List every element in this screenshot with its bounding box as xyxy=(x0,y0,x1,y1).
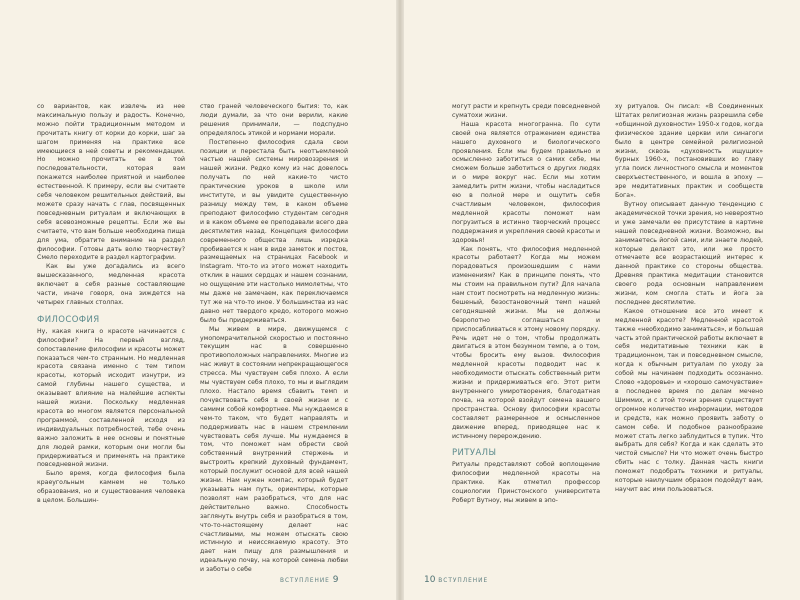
paragraph: Наша красота многогранна. По сути своей она является отражением единства нашего духовного и биологического проявления. Если мы будем правильно и осмысленно заботиться о самих себе, мы сможем больше заботиться о других людях и о мире вокруг нас. Если мы хотим замедлить ритм жизни, чтобы насладиться ею в полной мере и ощутить себя счастливым человеком, философия медленной красоты поможет нам погрузиться в истинно творческий процесс поддержания и укрепления своей красоты и здоровья! xyxy=(452,120,600,244)
left-page-column-2 xyxy=(200,103,348,575)
page-number: 9 xyxy=(332,575,339,585)
paragraph: ху ритуалов. Он писал: «В Соединенных Штатах религиозная жизнь разрешила себе «общинной духовности» 1950-х годов, когда физическое здание церкви или синагоги было в центре семейной религиозной жизни, сквозь «духовность ищущих» бурных 1960-х, постановивших во главу угла поиск личностного смысла и моментов сверхъестественного, и вошла в эпоху — эре медитативных практик и сообществ Бога». xyxy=(615,103,763,200)
paragraph: могут расти и крепнуть среди повседневной суматохи жизни. xyxy=(452,103,600,119)
right-page xyxy=(404,0,800,600)
paragraph: Ритуалы представляют собой воплощение философии медленной красоты на практике. Как отметил профессор социологии Принстонского университета Роберт Вутноу, мы живем в эпо- xyxy=(452,461,600,505)
paragraph: Как вы уже догадались из всего вышесказанного, медленная красота включает в себя разные составляющие части, иначе говоря, она зиждется на четырех главных столпах. xyxy=(37,263,185,306)
right-page-column-2 xyxy=(615,103,763,495)
section-heading-rituals: РИТУАЛЫ xyxy=(452,448,497,459)
paragraph: Постепенно философия сдала свои позиции и перестала быть неотъемлемой частью нашей системы мировоззрения и нашей жизни. Редко кому из нас довелось получать по ней какие-то чисто практические уроков в школе или институте, и вы увидите существенную разницу между тем, в каком объеме преподают философию студентам сегодня и в каком объеме ее преподавали всего два десятилетия назад. Концепция философии современного общества лишь изредка пробивается к нам в виде заметок и постов, размещаемых на страницах Facebook и Instagram. Что-то из этого может находить отклик в наших сердцах и нашем сознании, но ощущение эти настолько мимолетны, что мы даже не замечаем, как переключаемся тут же на что-то иное. У большинства из нас давно нет твердого кредо, которого можно было бы придерживаться. xyxy=(200,138,348,324)
right-page-folio xyxy=(424,575,488,585)
paragraph: Ну, какая книга о красоте начинается с философии? На первый взгляд, сопоставление философии и красоты может показаться чем-то странным. Но медленная красота связана именно с тем типом красоты, который исходит изнутри, из самой глубины нашего существа, и оказывает влияние на малейшие аспекты нашей жизни. Поскольку медленная красота во многом является персональной программой, составленной исходя из индивидуальных потребностей, тебе очень важно заложить в нее основы и понятные для людей рамки, которым они могли бы придерживаться и применять на практике повседневной жизни. xyxy=(37,327,185,469)
left-page-folio xyxy=(280,575,338,585)
paragraph: ство граней человеческого бытия: то, как люди думали, за что они верили, какие решения принимали, — подспудно определялось этикой и нормами морали. xyxy=(200,103,348,137)
paragraph: Мы живем в мире, движущемся с умопомрачительной скоростью и постоянно текущим нас в совершенно противоположных направлениях. Многие из нас живут в состоянии непрекращающегося стресса. Мы чувствуем себя плохо. А если мы чувствуем себя плохо, то мы и выглядим плохо. Настало время сбавить темп и почувствовать себя в своей жизни и с самими собой комфортнее. Мы нуждаемся в чем-то таком, что будет направлять и поддерживать нас в нашем стремлении чувствовать себя лучше. Мы нуждаемся в том, что поможет нам обрести свой собственный внутренний стержень и выстроить крепкий духовный фундамент, который послужит основой для всей нашей жизни. Нам нужен компас, который будет указывать нам путь, ориентиры, которые позволят нам разобраться, что для нас действительно важно. Способность заглянуть внутрь себя и разобраться в том, что-то-настоящему делает нас счастливыми, мы можем отыскать свою истинную и неиссякаемую красоту. Это дает нам пищу для размышления и идеальную почву, на которой семена любви и заботы о себе xyxy=(200,325,348,574)
page-number: 10 xyxy=(424,575,436,585)
paragraph: Было время, когда философия была краеугольным камнем не только образования, но и существования человека в целом. Большин- xyxy=(37,470,185,505)
paragraph: со вариантов, как извлечь из нее максимальную пользу и радость. Конечно, можно пойти традиционным методом и прочитать книгу от корки до корки, шаг за шагом применяя на практике все имеющиеся в ней советы и рекомендации. Но можно прочитать ее в той последовательности, которая вам покажется наиболее приятной и наиболее естественной. К примеру, если вы считаете себя человеком решительных действий, вы можете сразу начать с глав, посвященных повседневным ритуалам и включающих в себя всевозможные рецепты. Если же вы считаете, что вам больше необходима пища для ума, обратите внимание на раздел философии. Готовы дать волю творчеству? Смело переходите в раздел картографии. xyxy=(37,103,185,262)
paragraph: Как понять, что философия медленной красоты работает? Когда мы можем порадоваться произошедшим с нами изменениям? Как в принципе понять, что мы стоим на правильном пути? Для начала нам стоит посмотреть на медленную жизнь: бешеный, безостановочный темп нашей сегодняшней жизни. Мы не должны безропотно соглашаться и приспосабливаться к этому новому порядку. Речь идет не о том, чтобы продолжать двигаться в этом безумном темпе, а о том, чтобы бросить ему вызов. Философия медленной красоты подводит нас к необходимости отыскать собственный ритм жизни и придерживаться его. Этот ритм внутреннего умиротворения, благодатная почва, на которой взойдут семена вашего пространства. Основу философии красоты составляет размеренное и осмысленное движение вперед, приводящее нас к истинному перерождению. xyxy=(452,245,600,440)
running-title: ВСТУПЛЕНИЕ xyxy=(280,578,330,584)
right-page-column-1 xyxy=(452,103,600,506)
running-title: ВСТУПЛЕНИЕ xyxy=(438,578,489,584)
paragraph: Вутноу описывает данную тенденцию с академической точки зрения, но невероятно и уже замечали ее присутствие в картине нашей повседневной жизни. Возможно, вы занимаетесь йогой сами, или знаете людей, которые делают это, или же просто отмечаете все возрастающий интерес к данной практике со стороны общества. Древняя практика медитации становится своего рода основным направлением жизни, ком смогла стать и йога за последнее десятилетие. xyxy=(615,200,763,306)
left-page xyxy=(0,0,396,600)
section-heading-philosophy: ФИЛОСОФИЯ xyxy=(37,314,100,325)
book-gutter xyxy=(396,0,404,600)
paragraph: Какое отношение все это имеет к медленной красоте? Медленной красотой также «необходимо заниматься», и большая часть этой практической работы включает в себя медитативные техники как в традиционном, так и повседневном смысле, когда к обычным ритуалам по уходу за собой мы начинаем подходить осознанно. Слово «здоровье» и «хорошо самочувствие» в последнее время по делам мечено Шиммих, и с этой точки зрения существует огромное количество информации, методов и средств, как можно проявить заботу о самом себе. И подобное разнообразие может стать легко заблудиться в тупик. Что выбрать для себя? Когда и как сделать это чистой смысле? Ни что может очень быстро сбить нас с толку. Данная часть книги поможет подобрать техники и ритуалы, которые наилучшим образом подойдут вам, научит вас ими пользоваться. xyxy=(615,307,763,493)
left-page-column-1 xyxy=(37,103,185,506)
